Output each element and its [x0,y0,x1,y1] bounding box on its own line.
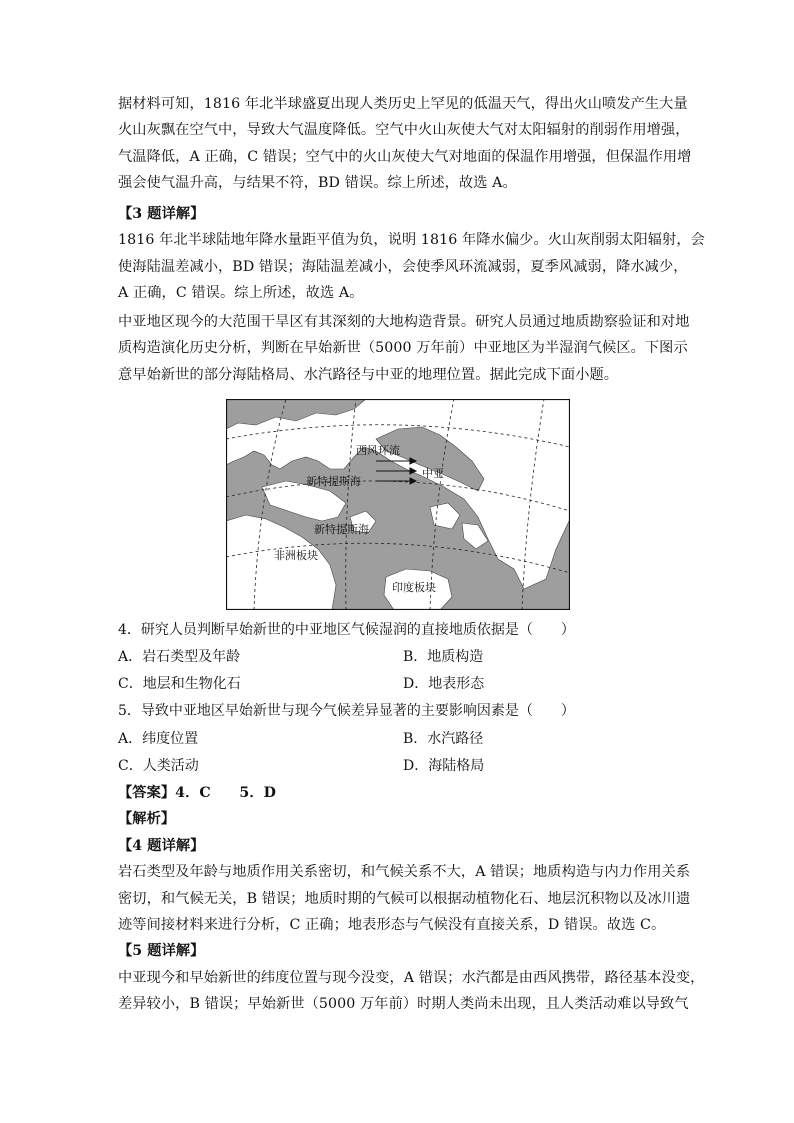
q5-option-b: B．水汽路径 [403,731,484,747]
q5-option-a: A．纬度位置 [118,731,199,747]
text-line: 意早始新世的部分海陆格局、水汽路径与中亚的地理位置。据此完成下面小题。 [118,366,619,383]
q5-option-d: D．海陆格局 [403,758,485,774]
african-plate-label: 非洲板块 [274,549,318,562]
q4-option-d: D．地表形态 [403,676,485,692]
q4-option-a: A．岩石类型及年龄 [118,649,241,665]
central-asia-label: 中亚 [422,467,444,480]
text-line: 1816 年北半球陆地年降水量距平值为负，说明 1816 年降水偏少。火山灰削弱太阳辐射，会 [118,232,705,249]
text-line: 质构造演化历史分析，判断在早始新世（5000 万年前）中亚地区为半湿润气候区。下图示 [118,340,688,357]
text-line: 气温降低，A 正确，C 错误；空气中的火山灰使大气对地面的保温作用增强，但保温作用增 [118,148,692,165]
answer-line: 【答案】4．C 5．D [118,785,277,801]
text-line: 中亚现今和早始新世的纬度位置与现今没变，A 错误；水汽都是由西风携带，路径基本没变， [118,969,705,986]
text-line: 差异较小，B 错误；早始新世（5000 万年前）时期人类尚未出现，且人类活动难以导致气 [118,996,689,1013]
q4-header: 【4 题详解】 [118,837,205,854]
answer-section [118,780,705,1018]
neotethys-south-label: 新特提斯海 [314,523,369,536]
text-line: 使海陆温差减小，BD 错误；海陆温差减小，会使季风环流减弱，夏季风减弱，降水减少， [118,258,688,275]
q5-option-c: C．人类活动 [118,758,199,774]
q4-option-c: C．地层和生物化石 [118,676,241,692]
q3-header: 【3 题详解】 [118,206,205,222]
question-4-stem: 4．研究人员判断早始新世的中亚地区气候湿润的直接地质依据是（ ） [118,622,575,638]
q4-option-b: B．地质构造 [403,649,484,665]
text-line: 火山灰飘在空气中，导致大气温度降低。空气中火山灰使大气对太阳辐射的削弱作用增强， [118,122,690,139]
text-line: 密切，和气候无关，B 错误；地质时期的气候可以根据动植物化石、地层沉积物以及冰川遗 [118,890,691,907]
question-5-stem: 5．导致中亚地区早始新世与现今气候差异显著的主要影响因素是（ ） [118,703,575,719]
text-line: 强会使气温升高，与结果不符，BD 错误。综上所述，故选 A。 [118,175,517,192]
text-line: 中亚地区现今的大范围干旱区有其深刻的大地构造背景。研究人员通过地质勘察验证和对地 [118,314,690,330]
material-paragraph [118,309,690,388]
indian-plate-label: 印度板块 [392,581,436,594]
q3-section [118,201,705,307]
text-line: 据材料可知，1816 年北半球盛夏出现人类历史上罕见的低温天气，得出火山喷发产生大量 [118,96,688,112]
top-paragraph [118,91,692,197]
text-line: 迹等间接材料来进行分析，C 正确；地表形态与气候没有直接关系，D 错误。故选 C。 [118,916,666,933]
q5-header: 【5 题详解】 [118,943,205,960]
neotethys-north-label: 新特提斯海 [306,475,361,488]
paleogeography-map [226,399,570,610]
analysis-header: 【解析】 [118,811,176,828]
text-line: A 正确，C 错误。综上所述，故选 A。 [118,285,364,302]
westerlies-label: 西风环流 [356,444,400,457]
text-line: 岩石类型及年龄与地质作用关系密切，和气候关系不大，A 错误；地质构造与内力作用关系 [118,864,691,881]
